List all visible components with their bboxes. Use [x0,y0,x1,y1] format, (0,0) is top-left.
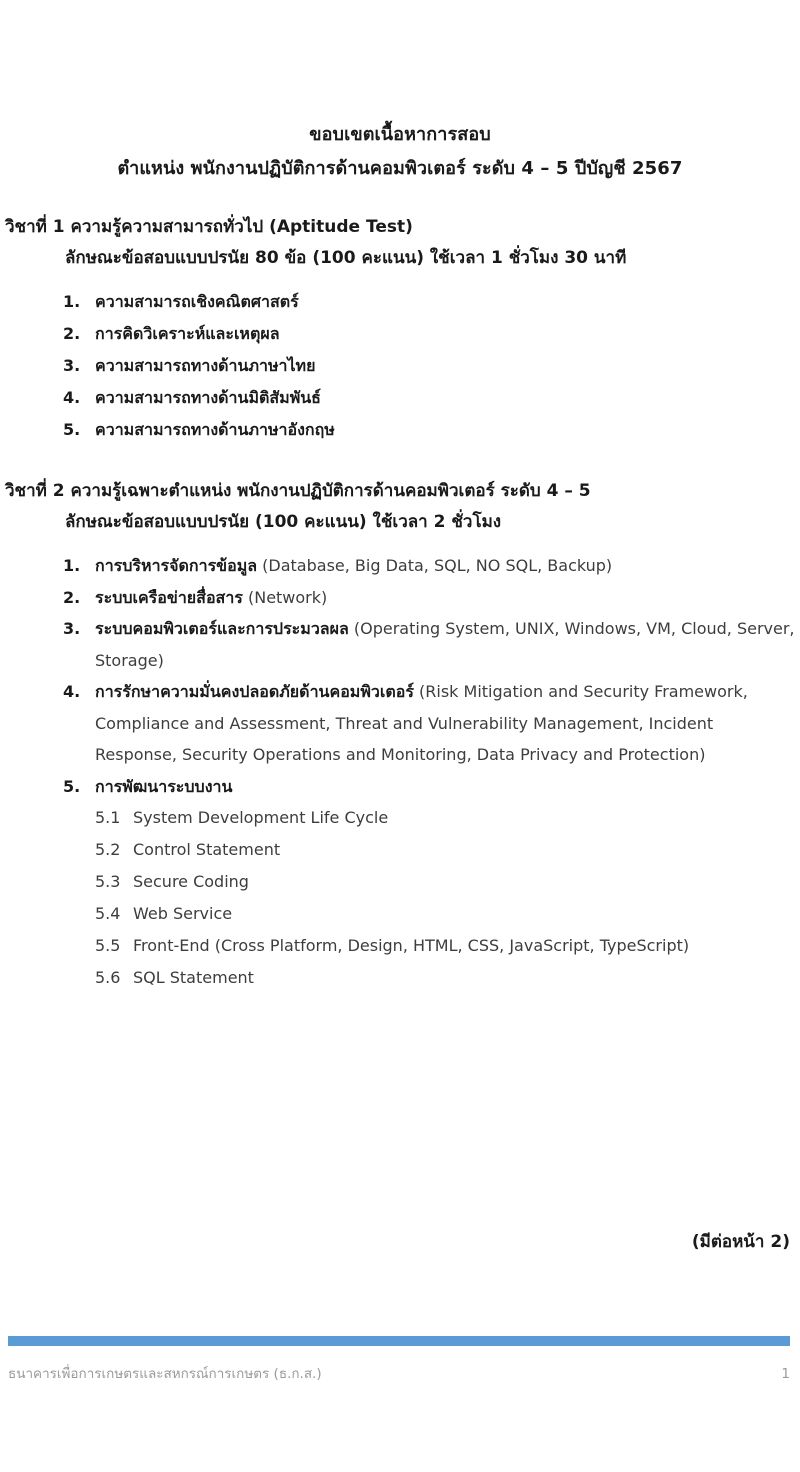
page-subtitle: ตำแหน่ง พนักงานปฏิบัติการด้านคอมพิวเตอร์ ระดับ 4 – 5 ปีบัญชี 2567 [117,158,683,179]
list-marker: 5. [63,420,81,439]
list-item-label: การพัฒนาระบบงาน [95,776,233,796]
list-item [5,318,800,350]
list-item [5,382,800,414]
list-item-label: ความสามารถทางด้านภาษาอังกฤษ [95,420,335,439]
list-item [5,771,800,995]
sub-list-item [95,802,800,834]
list-item-label: ระบบคอมพิวเตอร์และการประมวลผล [95,619,349,638]
sub-list-marker: 5.1 [95,808,121,827]
section-subheading: ลักษณะข้อสอบแบบปรนัย 80 ข้อ (100 คะแนน) ใช้เวลา 1 ชั่วโมง 30 นาที [65,248,627,268]
footer-row [8,1364,790,1384]
list-item [5,550,800,582]
sub-list-item-label: Control Statement [133,840,281,859]
sub-list-item [95,930,800,962]
list-item-label: ความสามารถเชิงคณิตศาสตร์ [95,292,299,311]
page-footer [0,1318,800,1472]
list-item [5,286,800,318]
list-item [5,414,800,446]
list-item-label: การบริหารจัดการข้อมูล [95,556,258,575]
footer-page-number: 1 [781,1366,790,1382]
sub-list-item-label: System Development Life Cycle [133,808,389,827]
section-specific-knowledge [0,476,800,994]
sub-list-item-label: Secure Coding [133,872,249,891]
list-item [5,350,800,382]
list-item-label: ระบบเครือข่ายสื่อสาร [95,587,243,607]
list-item-label: การคิดวิเคราะห์และเหตุผล [95,324,280,343]
aptitude-topic-list [5,286,800,446]
list-item-detail: (Database, Big Data, SQL, NO SQL, Backup) [257,556,613,575]
list-item-label: ความสามารถทางด้านภาษาไทย [95,356,316,375]
system-development-sublist [95,802,800,994]
list-item [5,676,800,771]
list-marker: 4. [63,388,81,407]
list-marker: 1. [63,556,81,575]
sub-list-item [95,962,800,994]
sub-list-item [95,898,800,930]
list-marker: 4. [63,682,81,701]
section-heading: วิชาที่ 1 ความรู้ความสามารถทั่วไป (Aptitude Test) [5,217,413,237]
list-item-detail: (Operating System, UNIX, Windows, VM, Cloud, Server, Storage) [95,619,795,670]
list-item-label: ความสามารถทางด้านมิติสัมพันธ์ [95,388,321,407]
list-marker: 3. [63,356,81,375]
page-title: ขอบเขตเนื้อหาการสอบ [309,124,491,145]
section-heading: วิชาที่ 2 ความรู้เฉพาะตำแหน่ง พนักงานปฏิบัติการด้านคอมพิวเตอร์ ระดับ 4 – 5 [5,481,591,501]
list-item-label: การรักษาความมั่นคงปลอดภัยด้านคอมพิวเตอร์ [95,682,414,701]
specific-topic-list [5,550,800,994]
sub-list-item-label: Web Service [133,904,233,923]
list-item [5,582,800,614]
list-marker: 3. [63,619,81,638]
list-marker: 1. [63,292,81,311]
footer-organization: ธนาคารเพื่อการเกษตรและสหกรณ์การเกษตร (ธ.ก.ส.) [8,1366,322,1382]
sub-list-marker: 5.3 [95,872,121,891]
sub-list-marker: 5.6 [95,968,121,987]
sub-list-item-label: Front-End (Cross Platform, Design, HTML, CSS, JavaScript, TypeScript) [133,936,690,955]
list-item [5,613,800,676]
list-marker: 2. [63,324,81,343]
list-marker: 5. [63,776,81,796]
sub-list-item [95,866,800,898]
footer-divider [8,1336,790,1346]
continued-note: (มีต่อหน้า 2) [691,1232,790,1252]
sub-list-item [95,834,800,866]
list-item-detail: (Network) [242,587,328,607]
sub-list-marker: 5.2 [95,840,121,859]
sub-list-marker: 5.4 [95,904,121,923]
document-header [0,0,800,186]
list-marker: 2. [63,587,81,607]
section-aptitude-test [0,212,800,446]
sub-list-item-label: SQL Statement [133,968,254,987]
list-item-detail: (Risk Mitigation and Security Framework, Compliance and Assessment, Threat and Vulnerability Management, Incident Response, Security Operations and Monitoring, Data Privacy and Protection) [95,682,748,764]
section-subheading: ลักษณะข้อสอบแบบปรนัย (100 คะแนน) ใช้เวลา 2 ชั่วโมง [65,512,502,532]
sub-list-marker: 5.5 [95,936,121,955]
